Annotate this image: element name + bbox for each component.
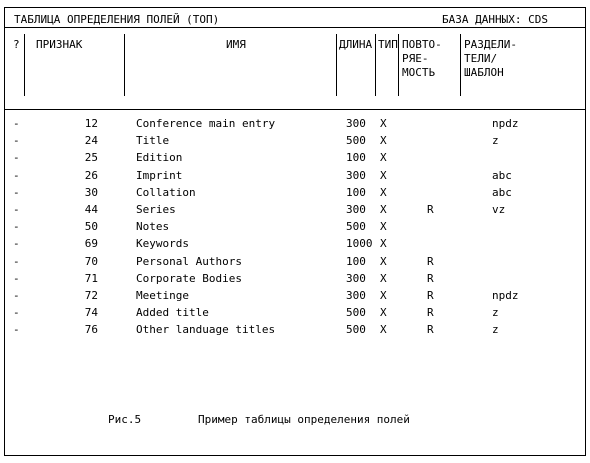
- col-header-q: ?: [13, 38, 20, 51]
- cell-name: Title: [136, 134, 170, 148]
- cell-length: 100: [346, 254, 366, 268]
- cell-length: 100: [346, 151, 366, 165]
- cell-type: X: [380, 203, 387, 216]
- cell-q: -: [13, 237, 20, 251]
- cell-length: 500: [346, 134, 366, 148]
- bottom-border: [4, 455, 586, 456]
- col-sep-3: [336, 34, 337, 96]
- cell-q: -: [13, 134, 20, 148]
- cell-q: -: [13, 185, 20, 199]
- cell-tag: 12: [84, 117, 98, 130]
- cell-type: X: [380, 271, 387, 285]
- cell-name: Series: [136, 203, 176, 216]
- cell-length: 1000: [346, 237, 373, 251]
- col-header-type: ТИП: [378, 38, 398, 51]
- cell-repeat: R: [427, 289, 434, 302]
- cell-tag: 50: [84, 220, 98, 234]
- cell-tag: 25: [84, 151, 98, 165]
- col-sep-1: [24, 34, 25, 96]
- cell-repeat: R: [427, 306, 434, 320]
- right-border: [585, 7, 586, 455]
- cell-type: X: [380, 306, 387, 320]
- cell-type: X: [380, 254, 387, 268]
- cell-q: -: [13, 289, 20, 302]
- cell-type: X: [380, 151, 387, 165]
- cell-name: Imprint: [136, 168, 183, 182]
- col-header-delim-2: ТЕЛИ/: [464, 52, 498, 65]
- cell-length: 100: [346, 185, 366, 199]
- cell-delim: z: [492, 306, 499, 320]
- cell-delim: npdz: [492, 117, 519, 130]
- cell-delim: z: [492, 134, 499, 148]
- col-header-tag: ПРИЗНАК: [36, 38, 83, 51]
- cell-tag: 70: [84, 254, 98, 268]
- cell-length: 300: [346, 168, 366, 182]
- cell-length: 300: [346, 271, 366, 285]
- header-divider: [4, 27, 586, 28]
- col-header-repeat-1: ПОВТО-: [402, 38, 442, 51]
- cell-q: -: [13, 271, 20, 285]
- cell-q: -: [13, 323, 20, 337]
- cell-repeat: R: [427, 203, 434, 216]
- cell-length: 300: [346, 289, 366, 302]
- cell-name: Notes: [136, 220, 170, 234]
- cell-type: X: [380, 168, 387, 182]
- column-header-divider: [4, 109, 586, 110]
- cell-delim: vz: [492, 203, 506, 216]
- cell-name: Collation: [136, 185, 196, 199]
- cell-repeat: R: [427, 323, 434, 337]
- cell-length: 300: [346, 117, 366, 130]
- col-header-delim-1: РАЗДЕЛИ-: [464, 38, 517, 51]
- cell-q: -: [13, 203, 20, 216]
- col-sep-5: [398, 34, 399, 96]
- cell-name: Edition: [136, 151, 183, 165]
- left-border: [4, 7, 5, 455]
- col-header-repeat-2: РЯЕ-: [402, 52, 429, 65]
- cell-delim: z: [492, 323, 499, 337]
- cell-tag: 69: [84, 237, 98, 251]
- cell-tag: 26: [84, 168, 98, 182]
- cell-type: X: [380, 185, 387, 199]
- cell-type: X: [380, 134, 387, 148]
- cell-repeat: R: [427, 271, 434, 285]
- figure-number: Рис.5: [108, 413, 142, 426]
- cell-length: 500: [346, 323, 366, 337]
- cell-type: X: [380, 289, 387, 302]
- col-sep-6: [460, 34, 461, 96]
- cell-q: -: [13, 117, 20, 130]
- cell-name: Conference main entry: [136, 117, 276, 130]
- cell-type: X: [380, 220, 387, 234]
- cell-length: 500: [346, 306, 366, 320]
- figure-caption: Пример таблицы определения полей: [198, 413, 410, 426]
- cell-tag: 76: [84, 323, 98, 337]
- col-header-delim-3: ШАБЛОН: [464, 66, 504, 79]
- cell-name: Added title: [136, 306, 209, 320]
- top-border: [4, 7, 586, 8]
- cell-delim: abc: [492, 185, 512, 199]
- col-sep-4: [375, 34, 376, 96]
- cell-repeat: R: [427, 254, 434, 268]
- cell-q: -: [13, 220, 20, 234]
- col-header-name: ИМЯ: [226, 38, 246, 51]
- cell-name: Meetinge: [136, 289, 189, 302]
- cell-q: -: [13, 254, 20, 268]
- cell-name: Corporate Bodies: [136, 271, 242, 285]
- cell-length: 500: [346, 220, 366, 234]
- cell-tag: 44: [84, 203, 98, 216]
- cell-tag: 24: [84, 134, 98, 148]
- cell-type: X: [380, 237, 387, 251]
- cell-length: 300: [346, 203, 366, 216]
- cell-tag: 30: [84, 185, 98, 199]
- col-sep-2: [124, 34, 125, 96]
- cell-name: Personal Authors: [136, 254, 242, 268]
- table-title: ТАБЛИЦА ОПРЕДЕЛЕНИЯ ПОЛЕЙ (ТОП): [14, 13, 220, 26]
- col-header-repeat-3: МОСТЬ: [402, 66, 436, 79]
- cell-q: -: [13, 168, 20, 182]
- col-header-length: ДЛИНА: [339, 38, 373, 51]
- database-label: БАЗА ДАННЫХ: CDS: [442, 13, 548, 26]
- cell-tag: 72: [84, 289, 98, 302]
- cell-type: X: [380, 117, 387, 130]
- cell-delim: abc: [492, 168, 512, 182]
- cell-type: X: [380, 323, 387, 337]
- cell-q: -: [13, 306, 20, 320]
- cell-q: -: [13, 151, 20, 165]
- cell-name: Keywords: [136, 237, 189, 251]
- cell-delim: npdz: [492, 289, 519, 302]
- cell-name: Other landuage titles: [136, 323, 276, 337]
- cell-tag: 74: [84, 306, 98, 320]
- cell-tag: 71: [84, 271, 98, 285]
